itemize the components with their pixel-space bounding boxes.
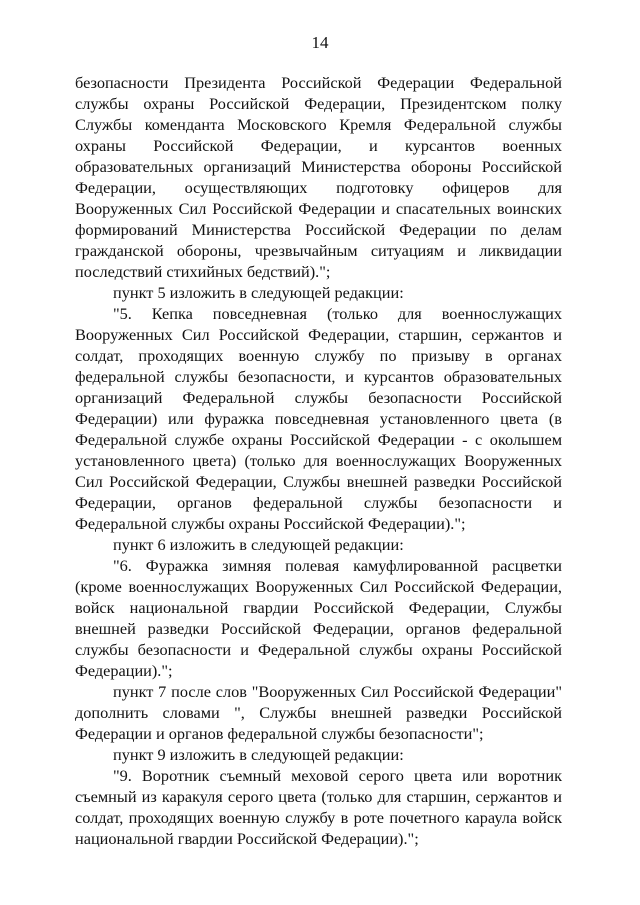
page-number: 14 (311, 33, 329, 52)
paragraph-clause-6-intro: пункт 6 изложить в следующей редакции: (113, 535, 404, 554)
paragraph-clause-6-text: "6. Фуражка зимняя полевая камуфлированной расцветки (кроме военнослужащих Вооруженных Сил Российской Федерации, войск национальной гвардии Российской Федерации, Службы внешней разведки Российской Федерации, органов федеральной службы безопасности и Федеральной службы охраны Российской Федерации)."; (75, 556, 562, 680)
paragraph-clause-7-amendment: пункт 7 после слов "Вооруженных Сил Российской Федерации" дополнить словами ", Службы внешней разведки Российской Федерации и органов федеральной службы безопасности"; (75, 682, 562, 743)
paragraph-continuation: безопасности Президента Российской Федерации Федеральной службы охраны Российской Федерации, Президентском полку Службы коменданта Московского Кремля Федеральной службы охраны Российской Федерации, и курсантов военных образовательных организаций Министерства обороны Российской Федерации, осуществляющих подготовку офицеров для Вооруженных Сил Российской Федерации и спасательных воинских формирований Министерства Российской Федерации по делам гражданской обороны, чрезвычайным ситуациям и ликвидации последствий стихийных бедствий)."; (75, 73, 562, 281)
paragraph-clause-9-text: "9. Воротник съемный меховой серого цвета или воротник съемный из каракуля серого цвета (только для старшин, сержантов и солдат, проходящих военную службу в роте почетного караула войск национальной гвардии Российской Федерации)."; (75, 766, 562, 848)
paragraph-clause-9-intro: пункт 9 изложить в следующей редакции: (113, 745, 404, 764)
paragraph-clause-5-intro: пункт 5 изложить в следующей редакции: (113, 283, 404, 302)
document-body (75, 72, 562, 849)
paragraph-clause-5-text: "5. Кепка повседневная (только для военнослужащих Вооруженных Сил Российской Федерации, старшин, сержантов и солдат, проходящих военную службу по призыву в органах федеральной службы безопасности, и курсантов образовательных организаций Федеральной службы безопасности Российской Федерации) или фуражка повседневная установленного цвета (в Федеральной службе охраны Российской Федерации - с околышем установленного цвета) (только для военнослужащих Вооруженных Сил Российской Федерации, Службы внешней разведки Российской Федерации, органов федеральной службы безопасности и Федеральной службы охраны Российской Федерации)."; (75, 304, 562, 533)
